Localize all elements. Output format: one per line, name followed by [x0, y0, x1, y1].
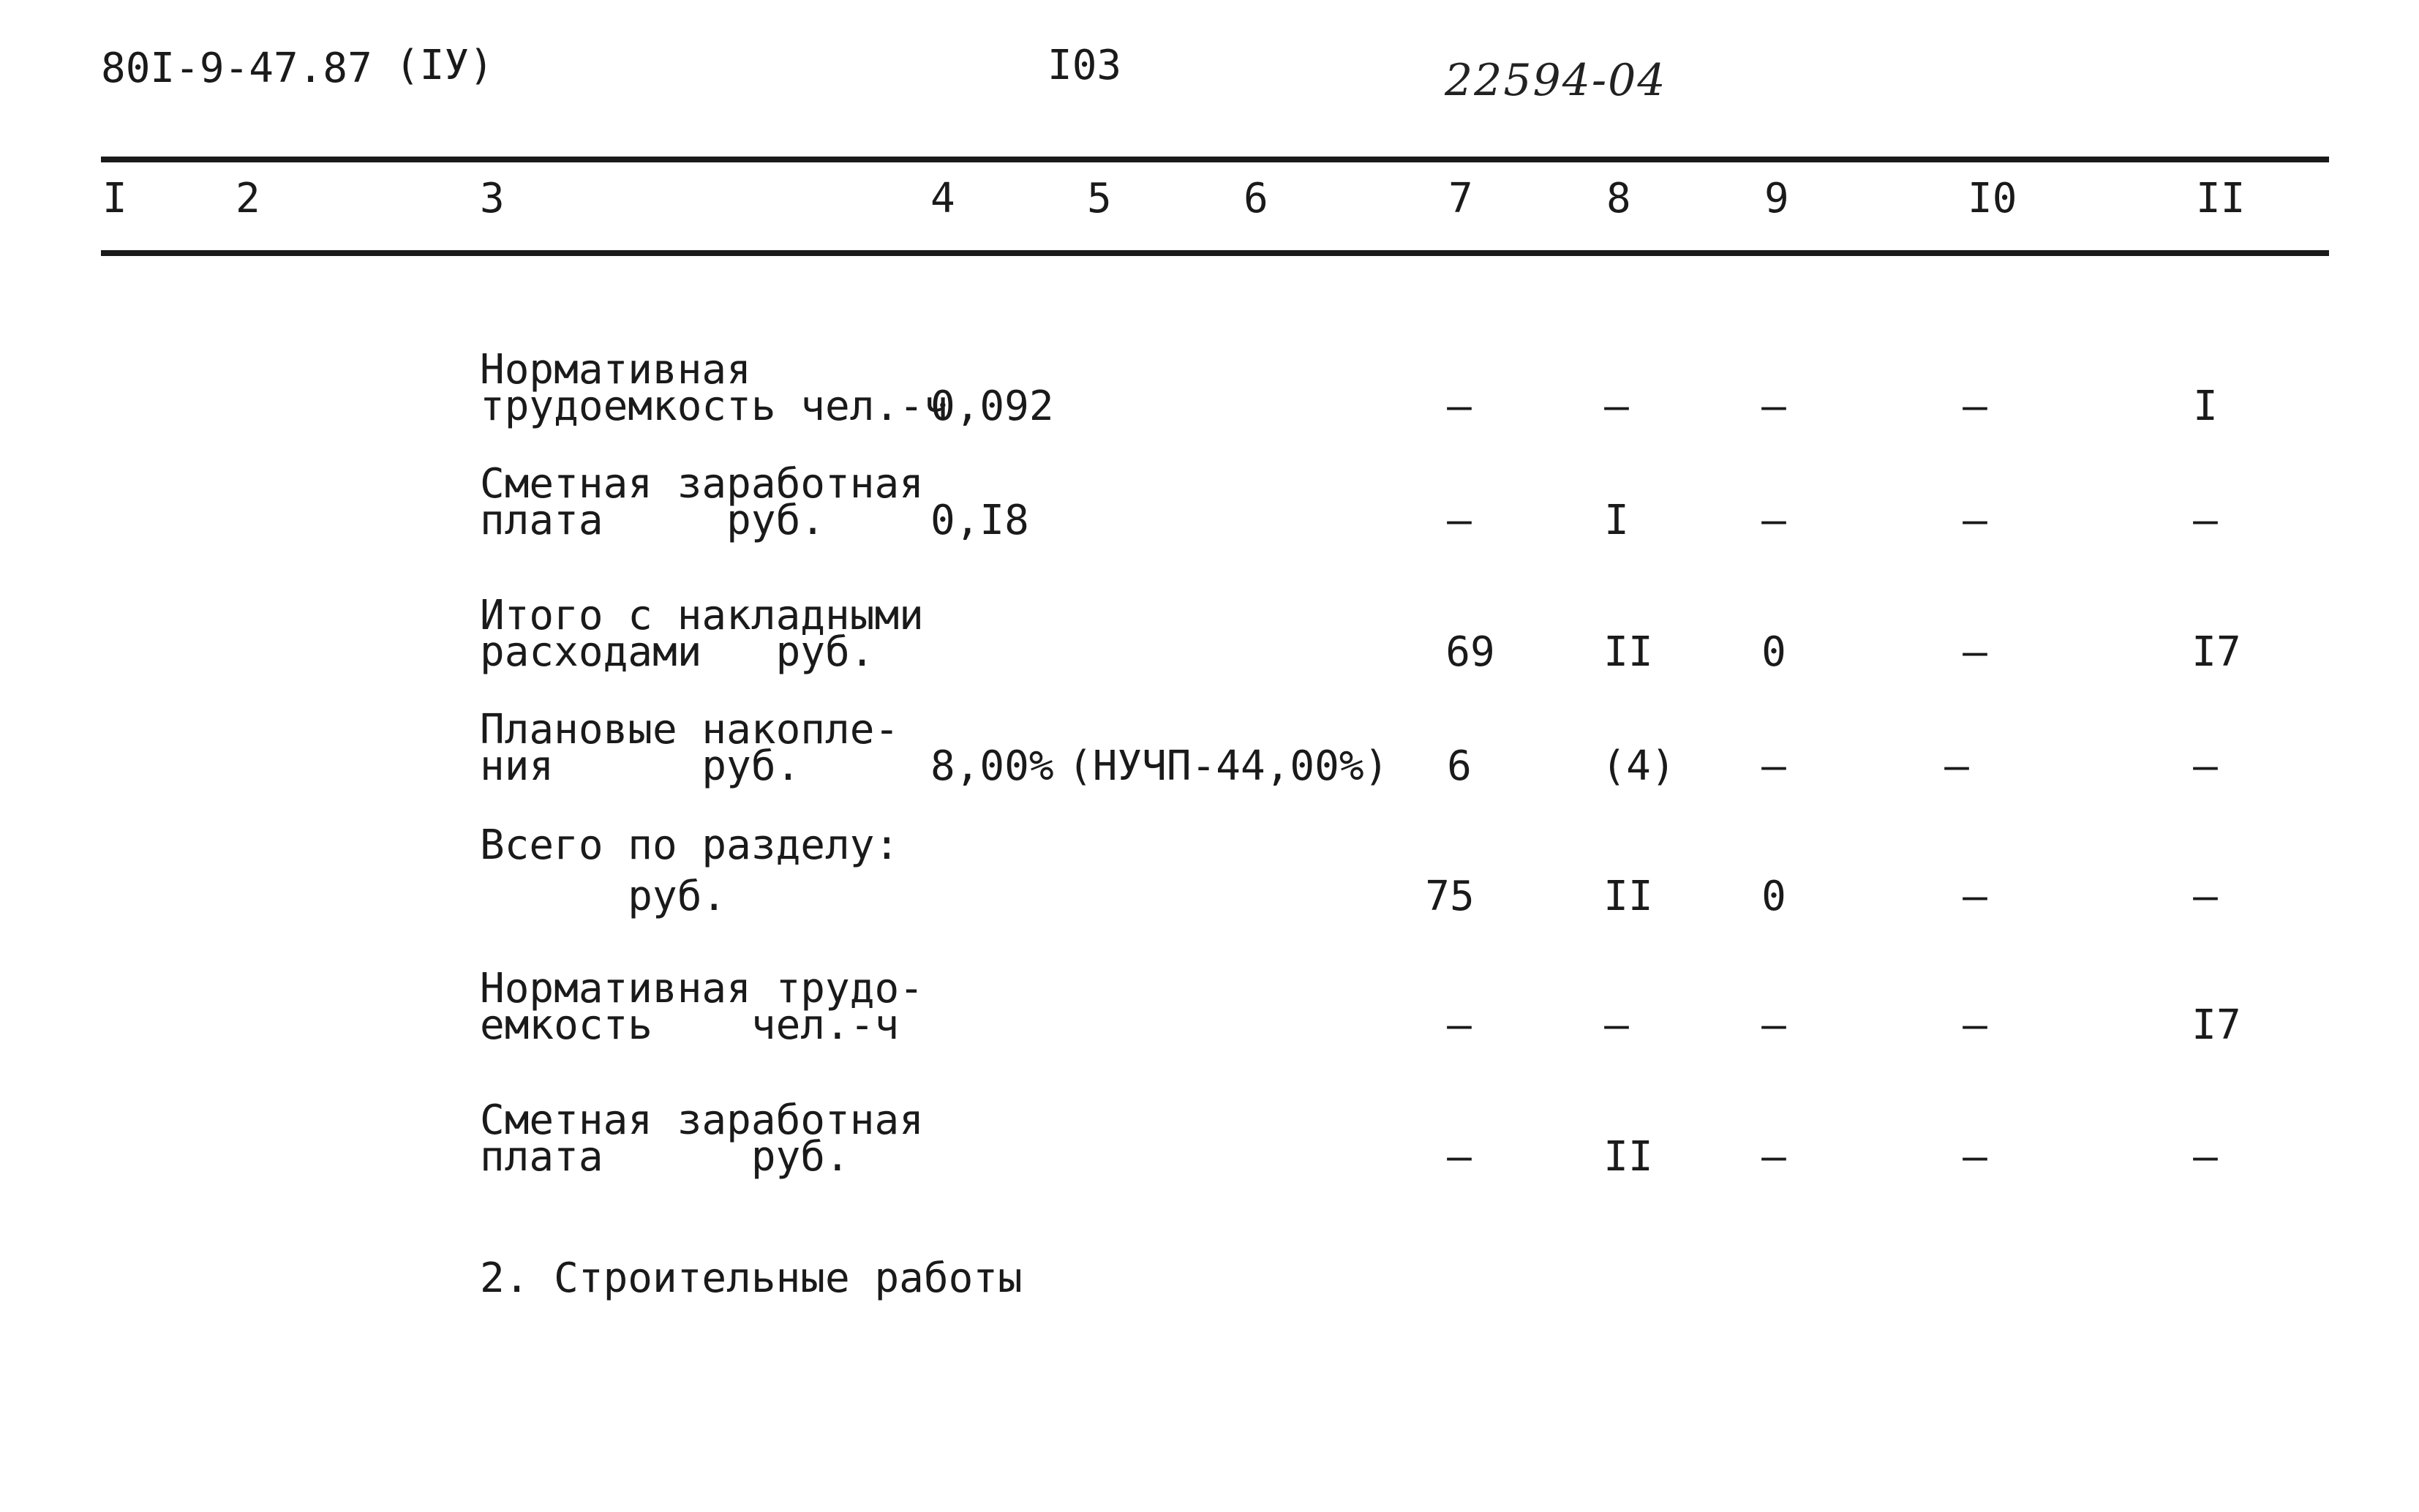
- cell-col8: II: [1603, 628, 1653, 676]
- volume-label: (IУ): [395, 42, 494, 89]
- column-header: 8: [1606, 175, 1631, 222]
- row-label-line1: Плановые накопле-: [480, 706, 900, 753]
- cell-col8: –: [1604, 1001, 1629, 1049]
- cell-col8: (4): [1601, 742, 1676, 790]
- table-top-rule: [101, 157, 2329, 162]
- column-header: 9: [1764, 175, 1789, 222]
- cell-col7: 75: [1425, 873, 1475, 920]
- cell-col9: –: [1761, 383, 1786, 430]
- document-code: 80I-9-47.87: [101, 45, 372, 92]
- column-header: 4: [930, 175, 955, 222]
- cell-col10: –: [1963, 873, 1987, 920]
- cell-col10: –: [1963, 497, 1987, 544]
- page-number: I03: [1047, 42, 1122, 89]
- column-header: 5: [1087, 175, 1112, 222]
- row-label-line2: трудоемкость чел.-ч: [480, 383, 949, 430]
- cell-col4: 0,I8: [930, 497, 1029, 544]
- row-label-line1: Сметная заработная: [480, 460, 924, 508]
- table-header-rule: [101, 250, 2329, 256]
- cell-col8: –: [1604, 383, 1629, 430]
- column-header: I0: [1968, 175, 2017, 222]
- section-heading: 2. Строительные работы: [480, 1255, 1023, 1302]
- cell-col11: I: [2193, 383, 2218, 430]
- cell-col7: 6: [1447, 742, 1472, 790]
- column-header: 2: [236, 175, 260, 222]
- cell-col11: I7: [2192, 1001, 2241, 1049]
- cell-col9: 0: [1761, 873, 1786, 920]
- cell-col8: II: [1603, 1133, 1653, 1181]
- handwritten-number: 22594-04: [1445, 55, 1667, 106]
- column-header: II: [2196, 175, 2246, 222]
- cell-col10: –: [1963, 628, 1987, 676]
- row-label-line1: Сметная заработная: [480, 1097, 924, 1144]
- cell-col4: 0,092: [930, 383, 1054, 430]
- column-header: I: [102, 175, 127, 222]
- row-label-line1: Итого с накладными: [480, 592, 924, 639]
- cell-col4: 8,00%: [930, 742, 1054, 790]
- row-label-line1: Нормативная трудо-: [480, 965, 924, 1012]
- cell-col10: –: [1963, 1133, 1987, 1181]
- column-header: 6: [1244, 175, 1268, 222]
- cell-col9: –: [1761, 1001, 1786, 1049]
- cell-col11: –: [2193, 873, 2218, 920]
- row-label-line2: емкость чел.-ч: [480, 1001, 900, 1049]
- cell-col9: –: [1761, 1133, 1786, 1181]
- cell-col9: –: [1761, 497, 1786, 544]
- row-label-line2: ния руб.: [480, 742, 801, 790]
- column-header: 3: [480, 175, 505, 222]
- row-label-line1: Всего по разделу:: [480, 821, 900, 869]
- cell-col10: –: [1944, 742, 1969, 790]
- cell-col9: –: [1761, 742, 1786, 790]
- cell-col7: –: [1447, 383, 1472, 430]
- cell-col7: –: [1447, 1001, 1472, 1049]
- cell-col11: –: [2193, 1133, 2218, 1181]
- row-label-line2: плата руб.: [480, 497, 826, 544]
- cell-col7: –: [1447, 497, 1472, 544]
- row-label-line2: руб.: [480, 873, 727, 920]
- cell-col5-6: (НУЧП-44,00%): [1068, 742, 1389, 790]
- cell-col7: –: [1447, 1133, 1472, 1181]
- cell-col11: –: [2193, 742, 2218, 790]
- column-header: 7: [1448, 175, 1473, 222]
- cell-col10: –: [1963, 383, 1987, 430]
- cell-col7: 69: [1445, 628, 1495, 676]
- row-label-line1: Нормативная: [480, 346, 751, 394]
- cell-col9: 0: [1761, 628, 1786, 676]
- row-label-line2: расходами руб.: [480, 628, 875, 676]
- cell-col8: I: [1604, 497, 1629, 544]
- cell-col11: –: [2193, 497, 2218, 544]
- cell-col8: II: [1603, 873, 1653, 920]
- cell-col10: –: [1963, 1001, 1987, 1049]
- row-label-line2: плата руб.: [480, 1133, 850, 1181]
- cell-col11: I7: [2192, 628, 2241, 676]
